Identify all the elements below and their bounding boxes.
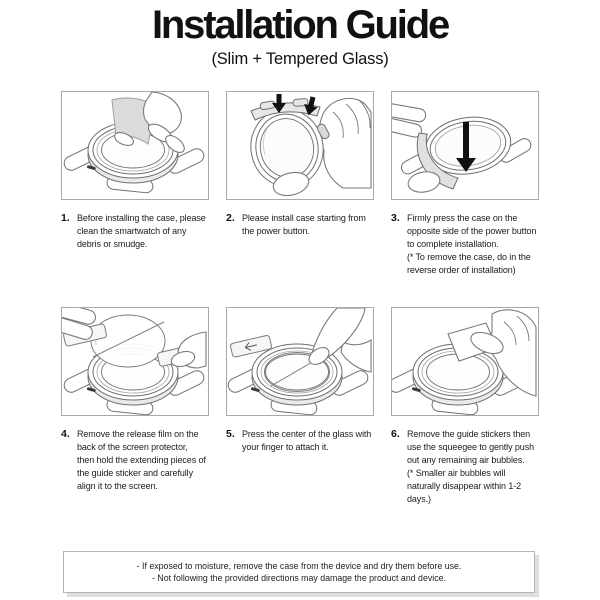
step-5-illustration-frame <box>226 307 374 416</box>
step-text: Before installing the case, please clean the smartwatch of any debris or smudge. <box>77 213 206 249</box>
cleaning-watch-illustration <box>62 92 208 199</box>
step-6-illustration-frame <box>391 307 539 416</box>
step-note: (* Smaller air bubbles will naturally disappear within 1-2 days.) <box>407 468 522 504</box>
steps-grid <box>61 91 539 506</box>
step-3-illustration-frame <box>391 91 539 200</box>
step-6-caption <box>391 428 539 506</box>
press-case-illustration <box>392 92 538 199</box>
page-subtitle: (Slim + Tempered Glass) <box>211 50 389 68</box>
page-title: Installation Guide <box>152 3 448 47</box>
step-4-caption <box>61 428 209 493</box>
step-number: 4. <box>61 428 70 440</box>
step-5 <box>226 307 374 506</box>
step-text: Remove the release film on the back of the screen protector, then hold the extending pieces of the guide sticker and carefully align it to the screen. <box>77 429 206 491</box>
step-1 <box>61 91 209 307</box>
step-text: Please install case starting from the power button. <box>242 213 366 236</box>
step-number: 1. <box>61 212 70 224</box>
step-5-caption <box>226 428 374 454</box>
step-3-caption <box>391 212 539 277</box>
step-1-caption <box>61 212 209 251</box>
screen-protector-glass-icon <box>91 315 165 367</box>
step-number: 6. <box>391 428 400 440</box>
footer-note-box <box>63 551 535 593</box>
header <box>0 0 600 69</box>
install-case-illustration <box>227 92 373 199</box>
step-2-illustration-frame <box>226 91 374 200</box>
step-number: 3. <box>391 212 400 224</box>
step-number: 5. <box>226 428 235 440</box>
hand-icon <box>319 98 371 188</box>
step-text: Firmly press the case on the opposite side of the power button to complete installation. (* To remove the case, do in the reverse order of installation) <box>407 213 537 275</box>
align-glass-illustration <box>62 308 208 415</box>
step-text: Press the center of the glass with your finger to attach it. <box>242 429 372 452</box>
step-2-caption <box>226 212 374 238</box>
step-6 <box>391 307 539 506</box>
footer-note-line: - Not following the provided directions may damage the product and device. <box>152 573 446 583</box>
step-4-illustration-frame <box>61 307 209 416</box>
step-note: (* To remove the case, do in the reverse order of installation) <box>407 252 531 275</box>
press-glass-illustration <box>227 308 373 415</box>
footer-note-line: - If exposed to moisture, remove the case from the device and dry them before use. <box>136 560 462 571</box>
step-4 <box>61 307 209 506</box>
squeegee-illustration <box>392 308 538 415</box>
step-2 <box>226 91 374 307</box>
step-text: Remove the guide stickers then use the squeegee to gently push out any remaining air bubbles. (* Smaller air bubbles will naturally disappear within 1-2 days.) <box>407 428 537 506</box>
step-1-illustration-frame <box>61 91 209 200</box>
step-3 <box>391 91 539 307</box>
step-number: 2. <box>226 212 235 224</box>
